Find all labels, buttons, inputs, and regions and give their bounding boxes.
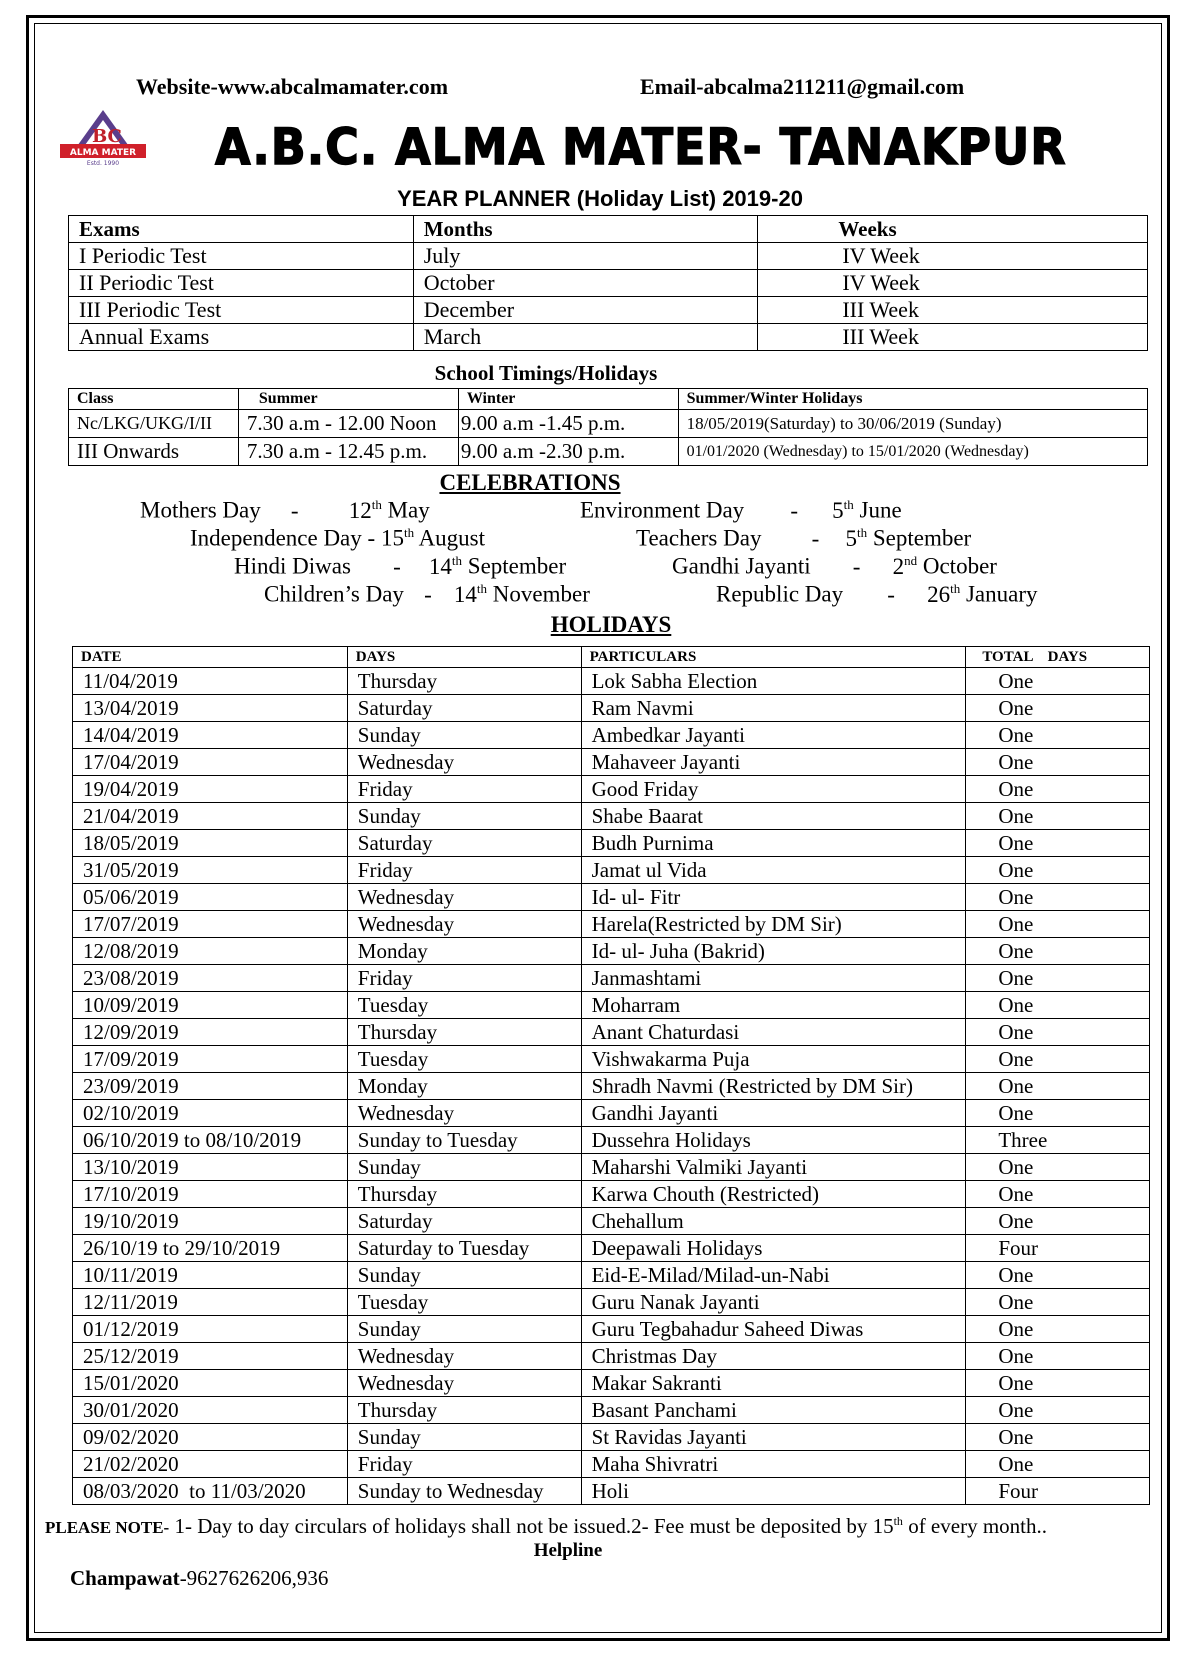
table-row xyxy=(73,668,1150,695)
exam-name: Annual Exams xyxy=(69,324,414,351)
timings-title: School Timings/Holidays xyxy=(434,361,658,385)
holiday-days: Sunday to Wednesday xyxy=(347,1478,581,1505)
holiday-total: One xyxy=(966,1208,1150,1235)
celebration-item: Children’s Day - 14th November xyxy=(264,581,590,607)
holiday-days: Friday xyxy=(347,1451,581,1478)
holiday-particulars: Eid-E-Milad/Milad-un-Nabi xyxy=(581,1262,966,1289)
holidays-cell: 18/05/2019(Saturday) to 30/06/2019 (Sunday) xyxy=(678,410,1147,438)
holiday-total: One xyxy=(966,803,1150,830)
holiday-date: 15/01/2020 xyxy=(73,1370,348,1397)
svg-text:Estd. 1990: Estd. 1990 xyxy=(86,160,120,167)
holiday-particulars: Moharram xyxy=(581,992,966,1019)
please-note: PLEASE NOTE- 1- Day to day circulars of holidays shall not be issued.2- Fee must be deposited by 15th of every month.. xyxy=(45,1514,1047,1538)
holiday-particulars: Gandhi Jayanti xyxy=(581,1100,966,1127)
holiday-date: 21/02/2020 xyxy=(73,1451,348,1478)
svg-text:BC: BC xyxy=(92,126,122,147)
holiday-total: One xyxy=(966,938,1150,965)
holiday-particulars: Deepawali Holidays xyxy=(581,1235,966,1262)
holiday-particulars: Anant Chaturdasi xyxy=(581,1019,966,1046)
holiday-date: 12/09/2019 xyxy=(73,1019,348,1046)
holiday-total: One xyxy=(966,1019,1150,1046)
column-header: Summer/Winter Holidays xyxy=(678,389,1147,410)
holiday-date: 12/08/2019 xyxy=(73,938,348,965)
winter-cell: 9.00 a.m -1.45 p.m. xyxy=(458,410,678,438)
holiday-particulars: Id- ul- Juha (Bakrid) xyxy=(581,938,966,965)
holiday-days: Monday xyxy=(347,938,581,965)
column-header: PARTICULARS xyxy=(581,647,966,668)
holiday-total: One xyxy=(966,1343,1150,1370)
holiday-date: 02/10/2019 xyxy=(73,1100,348,1127)
summer-cell: 7.30 a.m - 12.00 Noon xyxy=(238,410,458,438)
holiday-total: Four xyxy=(966,1235,1150,1262)
holiday-date: 06/10/2019 to 08/10/2019 xyxy=(73,1127,348,1154)
celebration-item: Hindi Diwas - 14th September xyxy=(234,553,567,579)
note-text: 1- Day to day circulars of holidays shall not be issued.2- Fee must be deposited by 15 xyxy=(169,1514,894,1538)
table-row xyxy=(73,911,1150,938)
table-row xyxy=(73,1478,1150,1505)
school-name: A.B.C. ALMA MATER- TANAKPUR xyxy=(215,118,1067,176)
holiday-days: Sunday xyxy=(347,1262,581,1289)
holiday-days: Sunday xyxy=(347,803,581,830)
celebration-item: Teachers Day - 5th September xyxy=(636,525,972,551)
holiday-particulars: Maha Shivratri xyxy=(581,1451,966,1478)
holiday-particulars: Vishwakarma Puja xyxy=(581,1046,966,1073)
exam-month: March xyxy=(413,324,758,351)
holiday-date: 05/06/2019 xyxy=(73,884,348,911)
table-row xyxy=(73,1397,1150,1424)
holiday-days: Wednesday xyxy=(347,1100,581,1127)
celebration-item: Independence Day - 15th August xyxy=(190,525,486,551)
winter-cell: 9.00 a.m -2.30 p.m. xyxy=(458,438,678,466)
holiday-days: Saturday xyxy=(347,695,581,722)
holiday-particulars: Harela(Restricted by DM Sir) xyxy=(581,911,966,938)
holiday-total: One xyxy=(966,1316,1150,1343)
holiday-date: 13/10/2019 xyxy=(73,1154,348,1181)
email-text: Email-abcalma211211@gmail.com xyxy=(640,74,965,99)
table-row xyxy=(73,1451,1150,1478)
holiday-days: Sunday to Tuesday xyxy=(347,1127,581,1154)
holiday-total: One xyxy=(966,1451,1150,1478)
holiday-date: 23/09/2019 xyxy=(73,1073,348,1100)
exams-table xyxy=(68,215,1148,351)
table-row xyxy=(69,270,1148,297)
holiday-days: Monday xyxy=(347,1073,581,1100)
holiday-days: Saturday to Tuesday xyxy=(347,1235,581,1262)
table-header-row xyxy=(73,647,1150,668)
holiday-days: Sunday xyxy=(347,1154,581,1181)
table-header-row xyxy=(69,216,1148,243)
holiday-total: One xyxy=(966,1073,1150,1100)
holiday-date: 11/04/2019 xyxy=(73,668,348,695)
table-row xyxy=(73,1262,1150,1289)
table-row xyxy=(73,695,1150,722)
holiday-total: One xyxy=(966,965,1150,992)
holiday-particulars: Guru Nanak Jayanti xyxy=(581,1289,966,1316)
column-header: DATE xyxy=(73,647,348,668)
holiday-days: Friday xyxy=(347,776,581,803)
table-header-row xyxy=(69,389,1148,410)
holiday-days: Thursday xyxy=(347,1181,581,1208)
holiday-particulars: Christmas Day xyxy=(581,1343,966,1370)
holiday-date: 19/10/2019 xyxy=(73,1208,348,1235)
exam-week: III Week xyxy=(758,324,1148,351)
column-header: Months xyxy=(413,216,758,243)
holiday-days: Thursday xyxy=(347,668,581,695)
svg-text:ALMA MATER: ALMA MATER xyxy=(69,148,137,158)
holiday-days: Friday xyxy=(347,965,581,992)
holiday-total: One xyxy=(966,911,1150,938)
planner-title: YEAR PLANNER (Holiday List) 2019-20 xyxy=(397,186,803,211)
holiday-date: 17/07/2019 xyxy=(73,911,348,938)
column-header: Winter xyxy=(458,389,678,410)
table-row xyxy=(73,884,1150,911)
exam-name: II Periodic Test xyxy=(69,270,414,297)
table-row xyxy=(73,722,1150,749)
holiday-days: Saturday xyxy=(347,1208,581,1235)
exam-name: III Periodic Test xyxy=(69,297,414,324)
holiday-total: One xyxy=(966,722,1150,749)
holiday-days: Sunday xyxy=(347,722,581,749)
celebration-item: Environment Day - 5th June xyxy=(580,497,902,523)
holiday-date: 18/05/2019 xyxy=(73,830,348,857)
exam-week: III Week xyxy=(758,297,1148,324)
holidays-body xyxy=(73,668,1150,1505)
celebrations-title: CELEBRATIONS xyxy=(439,470,621,495)
holiday-date: 31/05/2019 xyxy=(73,857,348,884)
table-row xyxy=(73,1235,1150,1262)
holiday-particulars: Makar Sakranti xyxy=(581,1370,966,1397)
exam-month: October xyxy=(413,270,758,297)
table-row xyxy=(73,1100,1150,1127)
table-row xyxy=(73,938,1150,965)
celebration-item: Republic Day - 26th January xyxy=(716,581,1038,607)
holiday-total: One xyxy=(966,1046,1150,1073)
table-row xyxy=(73,1370,1150,1397)
holiday-total: One xyxy=(966,749,1150,776)
column-header: DAYS xyxy=(347,647,581,668)
holiday-particulars: Shabe Baarat xyxy=(581,803,966,830)
logo-emblem-icon xyxy=(58,108,148,168)
table-row xyxy=(73,776,1150,803)
holiday-days: Friday xyxy=(347,857,581,884)
table-row xyxy=(69,438,1148,466)
holiday-particulars: Janmashtami xyxy=(581,965,966,992)
summer-cell: 7.30 a.m - 12.45 p.m. xyxy=(238,438,458,466)
table-row xyxy=(69,410,1148,438)
holiday-total: One xyxy=(966,668,1150,695)
website-text: Website-www.abcalmamater.com xyxy=(136,74,449,99)
holiday-date: 14/04/2019 xyxy=(73,722,348,749)
table-row xyxy=(69,324,1148,351)
table-row xyxy=(73,965,1150,992)
table-row xyxy=(73,1316,1150,1343)
holiday-particulars: Chehallum xyxy=(581,1208,966,1235)
table-row xyxy=(73,1154,1150,1181)
holiday-total: One xyxy=(966,992,1150,1019)
holiday-days: Sunday xyxy=(347,1424,581,1451)
holiday-date: 01/12/2019 xyxy=(73,1316,348,1343)
holiday-particulars: Id- ul- Fitr xyxy=(581,884,966,911)
holiday-particulars: Lok Sabha Election xyxy=(581,668,966,695)
table-row xyxy=(73,1019,1150,1046)
celebration-item: Mothers Day - 12th May xyxy=(140,497,430,523)
holiday-total: One xyxy=(966,1424,1150,1451)
holiday-date: 13/04/2019 xyxy=(73,695,348,722)
holiday-total: One xyxy=(966,830,1150,857)
holiday-days: Wednesday xyxy=(347,911,581,938)
holiday-particulars: Dussehra Holidays xyxy=(581,1127,966,1154)
holiday-days: Saturday xyxy=(347,830,581,857)
note-text-end: of every month.. xyxy=(902,1514,1047,1538)
holiday-date: 26/10/19 to 29/10/2019 xyxy=(73,1235,348,1262)
holiday-days: Tuesday xyxy=(347,1289,581,1316)
holiday-total: Four xyxy=(966,1478,1150,1505)
holiday-days: Thursday xyxy=(347,1019,581,1046)
table-row xyxy=(69,243,1148,270)
table-row xyxy=(73,1181,1150,1208)
holiday-total: One xyxy=(966,1370,1150,1397)
exam-month: July xyxy=(413,243,758,270)
holiday-particulars: Karwa Chouth (Restricted) xyxy=(581,1181,966,1208)
contact-place: Champawat xyxy=(70,1566,180,1590)
table-row xyxy=(73,749,1150,776)
holiday-date: 12/11/2019 xyxy=(73,1289,348,1316)
exam-name: I Periodic Test xyxy=(69,243,414,270)
holiday-date: 30/01/2020 xyxy=(73,1397,348,1424)
holiday-total: One xyxy=(966,776,1150,803)
helpline-label: Helpline xyxy=(533,1540,603,1561)
holiday-days: Wednesday xyxy=(347,1343,581,1370)
class-cell: III Onwards xyxy=(69,438,239,466)
table-row xyxy=(73,1424,1150,1451)
table-row xyxy=(69,297,1148,324)
holiday-total: One xyxy=(966,1289,1150,1316)
holidays-table xyxy=(72,646,1150,1505)
celebration-item: Gandhi Jayanti - 2nd October xyxy=(672,553,997,579)
note-label: PLEASE NOTE- xyxy=(45,1518,170,1537)
holiday-particulars: Jamat ul Vida xyxy=(581,857,966,884)
holiday-date: 17/04/2019 xyxy=(73,749,348,776)
table-row xyxy=(73,1289,1150,1316)
column-header: Exams xyxy=(69,216,414,243)
holiday-total: One xyxy=(966,1262,1150,1289)
exam-month: December xyxy=(413,297,758,324)
contact-number: -9627626206,936 xyxy=(179,1566,329,1590)
exam-week: IV Week xyxy=(758,270,1148,297)
holidays-title: HOLIDAYS xyxy=(550,612,672,637)
table-row xyxy=(73,803,1150,830)
column-header: Summer xyxy=(238,389,458,410)
holiday-date: 17/10/2019 xyxy=(73,1181,348,1208)
column-header: Weeks xyxy=(758,216,1148,243)
column-header: Class xyxy=(69,389,239,410)
holiday-days: Wednesday xyxy=(347,749,581,776)
table-row xyxy=(73,1343,1150,1370)
table-row xyxy=(73,830,1150,857)
holiday-date: 09/02/2020 xyxy=(73,1424,348,1451)
table-row xyxy=(73,1127,1150,1154)
holiday-days: Sunday xyxy=(347,1316,581,1343)
timings-table xyxy=(68,388,1148,466)
contact-line xyxy=(70,1566,328,1591)
holiday-total: One xyxy=(966,1154,1150,1181)
holiday-particulars: St Ravidas Jayanti xyxy=(581,1424,966,1451)
holiday-particulars: Basant Panchami xyxy=(581,1397,966,1424)
holiday-days: Wednesday xyxy=(347,1370,581,1397)
holiday-date: 10/09/2019 xyxy=(73,992,348,1019)
holiday-particulars: Ambedkar Jayanti xyxy=(581,722,966,749)
holiday-date: 17/09/2019 xyxy=(73,1046,348,1073)
school-logo xyxy=(58,108,148,168)
holiday-total: One xyxy=(966,1100,1150,1127)
holiday-total: One xyxy=(966,1397,1150,1424)
holiday-date: 10/11/2019 xyxy=(73,1262,348,1289)
holiday-particulars: Ram Navmi xyxy=(581,695,966,722)
exam-week: IV Week xyxy=(758,243,1148,270)
holiday-date: 19/04/2019 xyxy=(73,776,348,803)
holiday-days: Thursday xyxy=(347,1397,581,1424)
table-row xyxy=(73,992,1150,1019)
holiday-particulars: Holi xyxy=(581,1478,966,1505)
holiday-particulars: Guru Tegbahadur Saheed Diwas xyxy=(581,1316,966,1343)
table-row xyxy=(73,1208,1150,1235)
table-row xyxy=(73,857,1150,884)
holiday-particulars: Budh Purnima xyxy=(581,830,966,857)
holidays-cell: 01/01/2020 (Wednesday) to 15/01/2020 (Wednesday) xyxy=(678,438,1147,466)
table-row xyxy=(73,1046,1150,1073)
holiday-particulars: Shradh Navmi (Restricted by DM Sir) xyxy=(581,1073,966,1100)
holiday-date: 23/08/2019 xyxy=(73,965,348,992)
column-header: TOTAL DAYS xyxy=(966,647,1150,668)
holiday-total: One xyxy=(966,857,1150,884)
holiday-total: One xyxy=(966,695,1150,722)
holiday-date: 25/12/2019 xyxy=(73,1343,348,1370)
holiday-date: 08/03/2020 to 11/03/2020 xyxy=(73,1478,348,1505)
holiday-total: Three xyxy=(966,1127,1150,1154)
holiday-days: Tuesday xyxy=(347,992,581,1019)
holiday-total: One xyxy=(966,1181,1150,1208)
holiday-particulars: Maharshi Valmiki Jayanti xyxy=(581,1154,966,1181)
holiday-days: Tuesday xyxy=(347,1046,581,1073)
class-cell: Nc/LKG/UKG/I/II xyxy=(69,410,239,438)
table-row xyxy=(73,1073,1150,1100)
holiday-days: Wednesday xyxy=(347,884,581,911)
holiday-particulars: Mahaveer Jayanti xyxy=(581,749,966,776)
holiday-total: One xyxy=(966,884,1150,911)
holiday-particulars: Good Friday xyxy=(581,776,966,803)
holiday-date: 21/04/2019 xyxy=(73,803,348,830)
